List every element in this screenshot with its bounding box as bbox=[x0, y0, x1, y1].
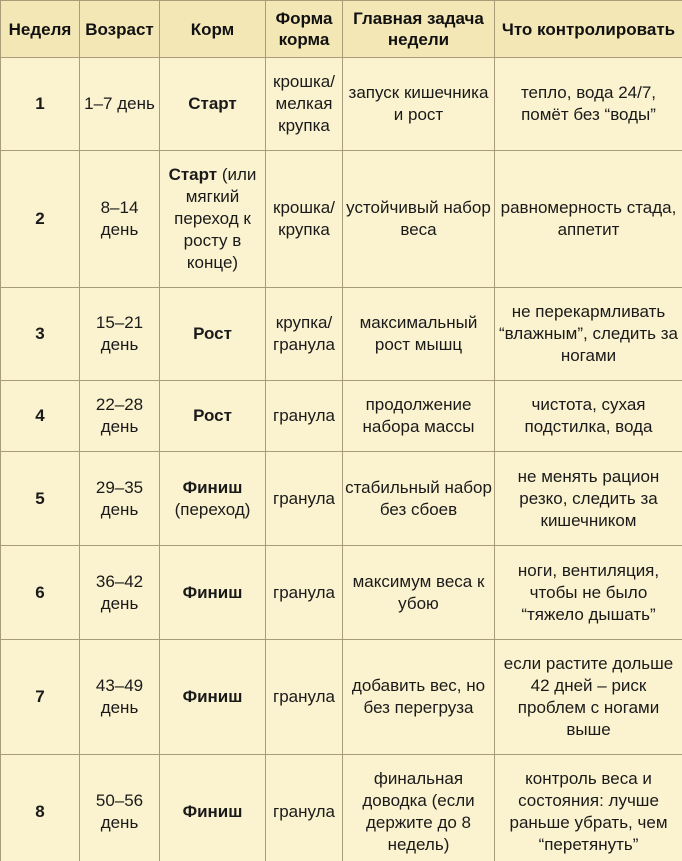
task-cell: добавить вес, но без перегруза bbox=[343, 640, 495, 755]
feed-name: Старт bbox=[188, 94, 237, 113]
feed-cell bbox=[160, 381, 266, 452]
task-cell: устойчивый набор веса bbox=[343, 151, 495, 288]
table-row bbox=[1, 381, 682, 452]
week-cell: 8 bbox=[1, 755, 80, 861]
task-cell: продолжение набора массы bbox=[343, 381, 495, 452]
feed-cell bbox=[160, 58, 266, 151]
week-cell: 1 bbox=[1, 58, 80, 151]
feed-cell bbox=[160, 755, 266, 861]
table-row bbox=[1, 58, 682, 151]
feed-cell bbox=[160, 452, 266, 546]
feed-note: (или мягкий переход к росту в конце) bbox=[174, 165, 257, 272]
age-cell: 22–28 день bbox=[80, 381, 160, 452]
week-cell: 4 bbox=[1, 381, 80, 452]
feed-cell bbox=[160, 288, 266, 381]
feed-note: (переход) bbox=[174, 499, 251, 519]
header-task: Главная задача недели bbox=[343, 1, 495, 58]
form-cell: гранула bbox=[266, 755, 343, 861]
feed-cell bbox=[160, 151, 266, 288]
control-cell: не менять рацион резко, следить за кишечником bbox=[495, 452, 682, 546]
form-cell: крупка/ гранула bbox=[266, 288, 343, 381]
control-cell: контроль веса и состояния: лучше раньше убрать, чем “перетянуть” bbox=[495, 755, 682, 861]
age-cell: 1–7 день bbox=[80, 58, 160, 151]
form-cell: крошка/ крупка bbox=[266, 151, 343, 288]
task-cell: максимальный рост мышц bbox=[343, 288, 495, 381]
table-header bbox=[1, 1, 682, 58]
feed-name: Старт bbox=[168, 165, 218, 184]
week-cell: 5 bbox=[1, 452, 80, 546]
feed-name: Рост bbox=[193, 324, 232, 343]
feed-name: Рост bbox=[193, 406, 232, 425]
age-cell: 36–42 день bbox=[80, 546, 160, 640]
table-row bbox=[1, 288, 682, 381]
table-row bbox=[1, 755, 682, 861]
task-cell: стабильный набор без сбоев bbox=[343, 452, 495, 546]
control-cell: равномерность стада, аппетит bbox=[495, 151, 682, 288]
age-cell: 8–14 день bbox=[80, 151, 160, 288]
table-row bbox=[1, 151, 682, 288]
table-body bbox=[1, 58, 682, 861]
feed-name: Финиш bbox=[182, 687, 243, 706]
header-feed: Корм bbox=[160, 1, 266, 58]
form-cell: крошка/ мелкая крупка bbox=[266, 58, 343, 151]
control-cell: ноги, вентиляция, чтобы не было “тяжело дышать” bbox=[495, 546, 682, 640]
table-row bbox=[1, 546, 682, 640]
header-row bbox=[1, 1, 682, 58]
header-age: Возраст bbox=[80, 1, 160, 58]
feed-cell bbox=[160, 640, 266, 755]
week-cell: 6 bbox=[1, 546, 80, 640]
form-cell: гранула bbox=[266, 381, 343, 452]
feed-name: Финиш bbox=[182, 477, 243, 497]
task-cell: максимум веса к убою bbox=[343, 546, 495, 640]
feed-cell bbox=[160, 546, 266, 640]
task-cell: запуск кишечника и рост bbox=[343, 58, 495, 151]
feed-name: Финиш bbox=[182, 582, 243, 602]
control-cell: чистота, сухая подстилка, вода bbox=[495, 381, 682, 452]
week-cell: 2 bbox=[1, 151, 80, 288]
header-week: Неделя bbox=[1, 1, 80, 58]
week-cell: 3 bbox=[1, 288, 80, 381]
form-cell: гранула bbox=[266, 452, 343, 546]
control-cell: не перекармливать “влажным”, следить за ногами bbox=[495, 288, 682, 381]
control-cell: если растите дольше 42 дней – риск проблем с ногами выше bbox=[495, 640, 682, 755]
age-cell: 15–21 день bbox=[80, 288, 160, 381]
header-control: Что контролировать bbox=[495, 1, 682, 58]
age-cell: 29–35 день bbox=[80, 452, 160, 546]
form-cell: гранула bbox=[266, 546, 343, 640]
feed-name: Финиш bbox=[182, 802, 243, 821]
header-form: Форма корма bbox=[266, 1, 343, 58]
task-cell: финальная доводка (если держите до 8 недель) bbox=[343, 755, 495, 861]
form-cell: гранула bbox=[266, 640, 343, 755]
control-cell: тепло, вода 24/7, помёт без “воды” bbox=[495, 58, 682, 151]
table-row bbox=[1, 452, 682, 546]
age-cell: 43–49 день bbox=[80, 640, 160, 755]
table-row bbox=[1, 640, 682, 755]
age-cell: 50–56 день bbox=[80, 755, 160, 861]
week-cell: 7 bbox=[1, 640, 80, 755]
